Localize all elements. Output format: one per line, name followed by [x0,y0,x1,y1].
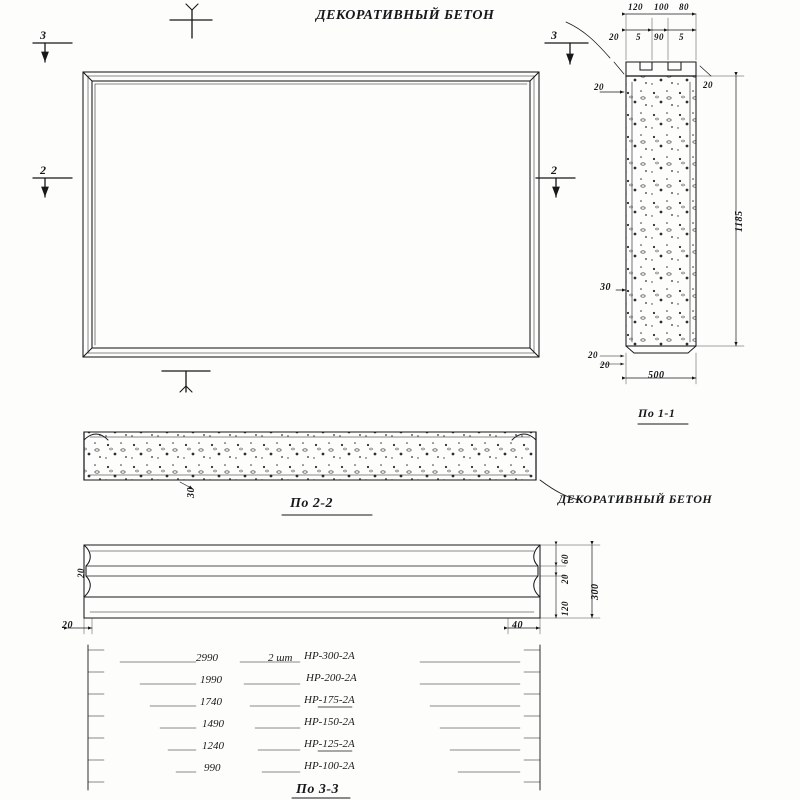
dim-1-1-top-100: 100 [654,2,669,12]
table-row-mark-5: НР-100-2А [304,760,355,772]
table-row-mark-4: НР-125-2А [304,738,355,750]
table-row-length-3: 1490 [202,718,224,730]
table-row-length-4: 1240 [202,740,224,752]
dim-1-1-left-offset: 20 [594,82,604,92]
dim-1-1-right-small: 20 [703,80,713,90]
table-row-mark-2: НР-175-2А [304,694,355,706]
section-caption-3-3: По 3-3 [296,782,340,797]
dim-1-1-bottom-20b: 20 [600,360,610,370]
note-decorative-concrete-top: ДЕКОРАТИВНЫЙ БЕТОН [316,8,495,23]
dim-1-1-bottom-20a: 20 [588,350,598,360]
dim-1-1-second-5b: 5 [679,32,684,42]
dim-1-1-second-20: 20 [609,32,619,42]
dim-1-1-thickness: 30 [600,282,611,293]
dim-1-1-second-5: 5 [636,32,641,42]
table-row-mark-0: НР-300-2А [304,650,355,662]
dim-3-3-right: 40 [512,620,523,631]
dim-1-1-height: 1185 [734,210,745,232]
dim-3-3-right-60: 60 [560,554,570,564]
dim-3-3-overall: 300 [590,583,601,600]
table-row-length-0: 2990 [196,652,218,664]
table-row-length-2: 1740 [200,696,222,708]
dim-3-3-right-20: 20 [560,574,570,584]
dim-3-3-left: 20 [62,620,73,631]
section-mark-2-right: 2 [551,163,558,177]
dim-1-1-top-120: 120 [628,2,643,12]
dim-3-3-right-120: 120 [560,601,570,616]
section-mark-3-right: 3 [551,28,558,42]
section-caption-2-2: По 2-2 [290,496,334,511]
section-mark-3-top-left: 3 [40,28,47,42]
dim-3-3-left-small: 20 [76,568,86,578]
table-row-length-1: 1990 [200,674,222,686]
section-caption-1-1: По 1-1 [638,406,676,420]
table-row-mark-1: НР-200-2А [306,672,357,684]
table-row-qty-0: 2 шт [268,652,293,664]
table-row-mark-3: НР-150-2А [304,716,355,728]
note-decorative-concrete-bottom: ДЕКОРАТИВНЫЙ БЕТОН [558,492,713,506]
dim-1-1-bottom-width: 500 [648,370,665,381]
dim-1-1-top-80: 80 [679,2,689,12]
table-row-length-5: 990 [204,762,221,774]
dim-1-1-second-90: 90 [654,32,664,42]
section-mark-2-left: 2 [40,163,47,177]
dim-2-2-thickness: 30 [186,487,197,498]
